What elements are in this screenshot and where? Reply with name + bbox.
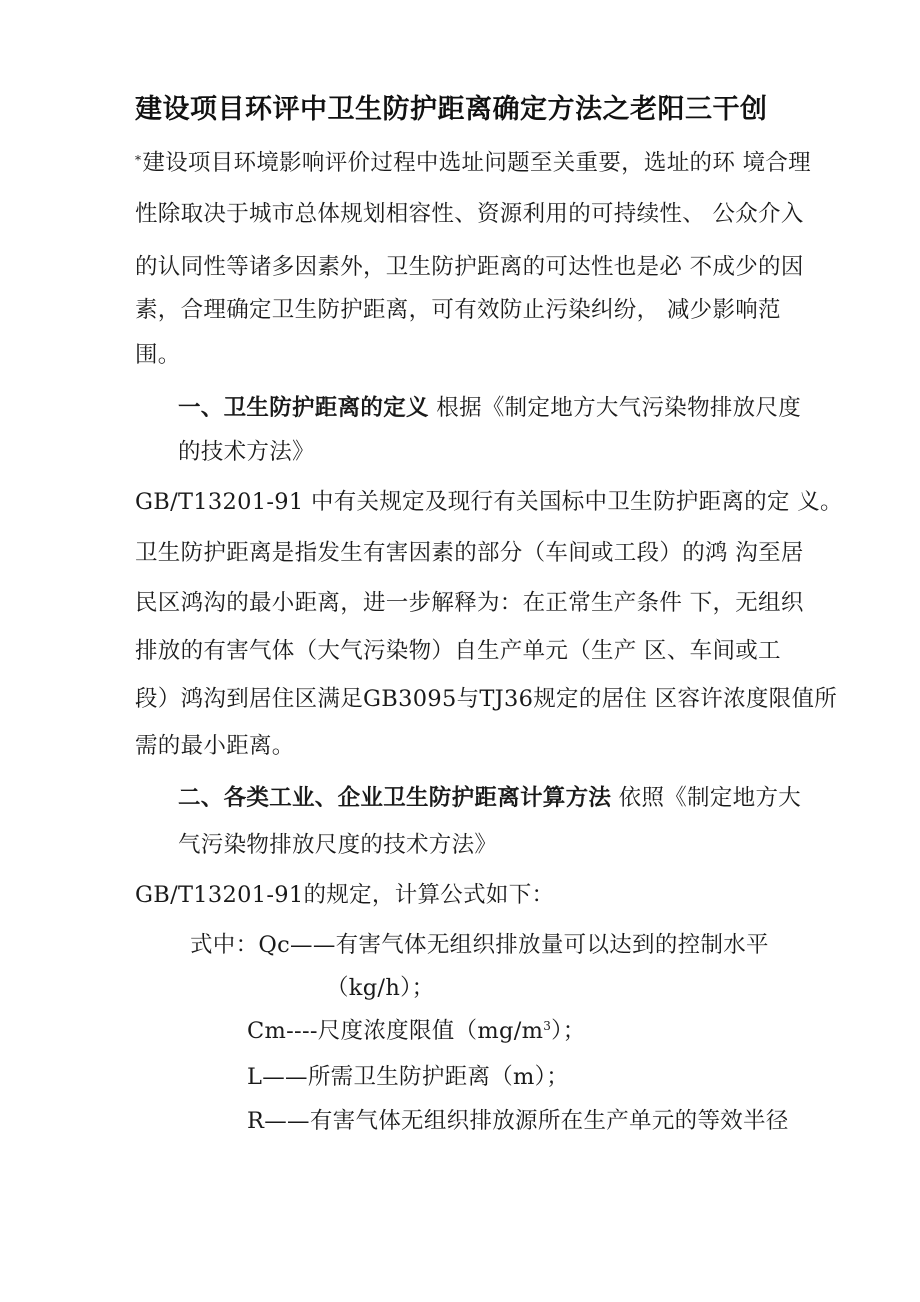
formula-cm: Cm----尺度浓度限值$(mg/m^3)$； [247,1018,586,1044]
bullet-mark: * [135,153,142,167]
section1-body-line-4: 排放的有害气体（大气污染物）自生产单元（生产 区、车间或工 [135,638,781,664]
section2-heading-line [178,783,801,813]
intro-line-4: 素，合理确定卫生防护距离，可有效防止污染纠纷， 减少影响范 [135,297,781,323]
section1-heading: 一、卫生防护距离的定义 [178,395,429,421]
intro-line-1: *建设项目环境影响评价过程中选址问题至关重要，选址的环 境合理 [135,150,811,176]
page-title: 建设项目环评中卫生防护距离确定方法之老阳三干创 [135,94,768,125]
section1-body-line-3: 民区鸿沟的最小距离，进一步解释为：在正常生产条件 下，无组织 [135,590,804,616]
section1-heading-line [178,393,801,423]
formula-qc-unit: （kg/h）； [326,975,435,1001]
intro-line-3: 的认同性等诸多因素外，卫生防护距离的可达性也是必 不成少的因 [135,254,804,280]
formula-r: R——有害气体无组织排放源所在生产单元的等效半径 [247,1108,789,1134]
section1-heading-line-2: 的技术方法》 [178,439,315,465]
section1-body-line-6: 需的最小距离。 [135,733,295,759]
formula-l: L——所需卫生防护距离（m）； [247,1064,570,1090]
section1-body-line-1: GB/T13201-91 中有关规定及现行有关国标中卫生防护距离的定 义。 [135,489,843,515]
section2-heading: 二、各类工业、企业卫生防护距离计算方法 [178,785,612,811]
intro-line-2: 性除取决于城市总体规划相容性、资源利用的可持续性、 公众介入 [135,201,804,227]
section2-heading-tail: 依照《制定地方大 [611,785,802,811]
formula-qc: 式中：Qc——有害气体无组织排放量可以达到的控制水平 [190,932,769,958]
section2-body-line-1: GB/T13201-91的规定，计算公式如下： [135,882,555,908]
section2-heading-line-2: 气污染物排放尺度的技术方法》 [178,832,498,858]
section1-body-line-5: 段）鸿沟到居住区满足GB3095与TJ36规定的居住 区容许浓度限值所 [135,686,838,712]
superscript: 3 [543,1019,552,1033]
section1-heading-tail: 根据《制定地方大气污染物排放尺度 [428,395,802,421]
section1-body-line-2: 卫生防护距离是指发生有害因素的部分（车间或工段）的鸿 沟至居 [135,540,804,566]
intro-line-5: 围。 [135,342,181,368]
